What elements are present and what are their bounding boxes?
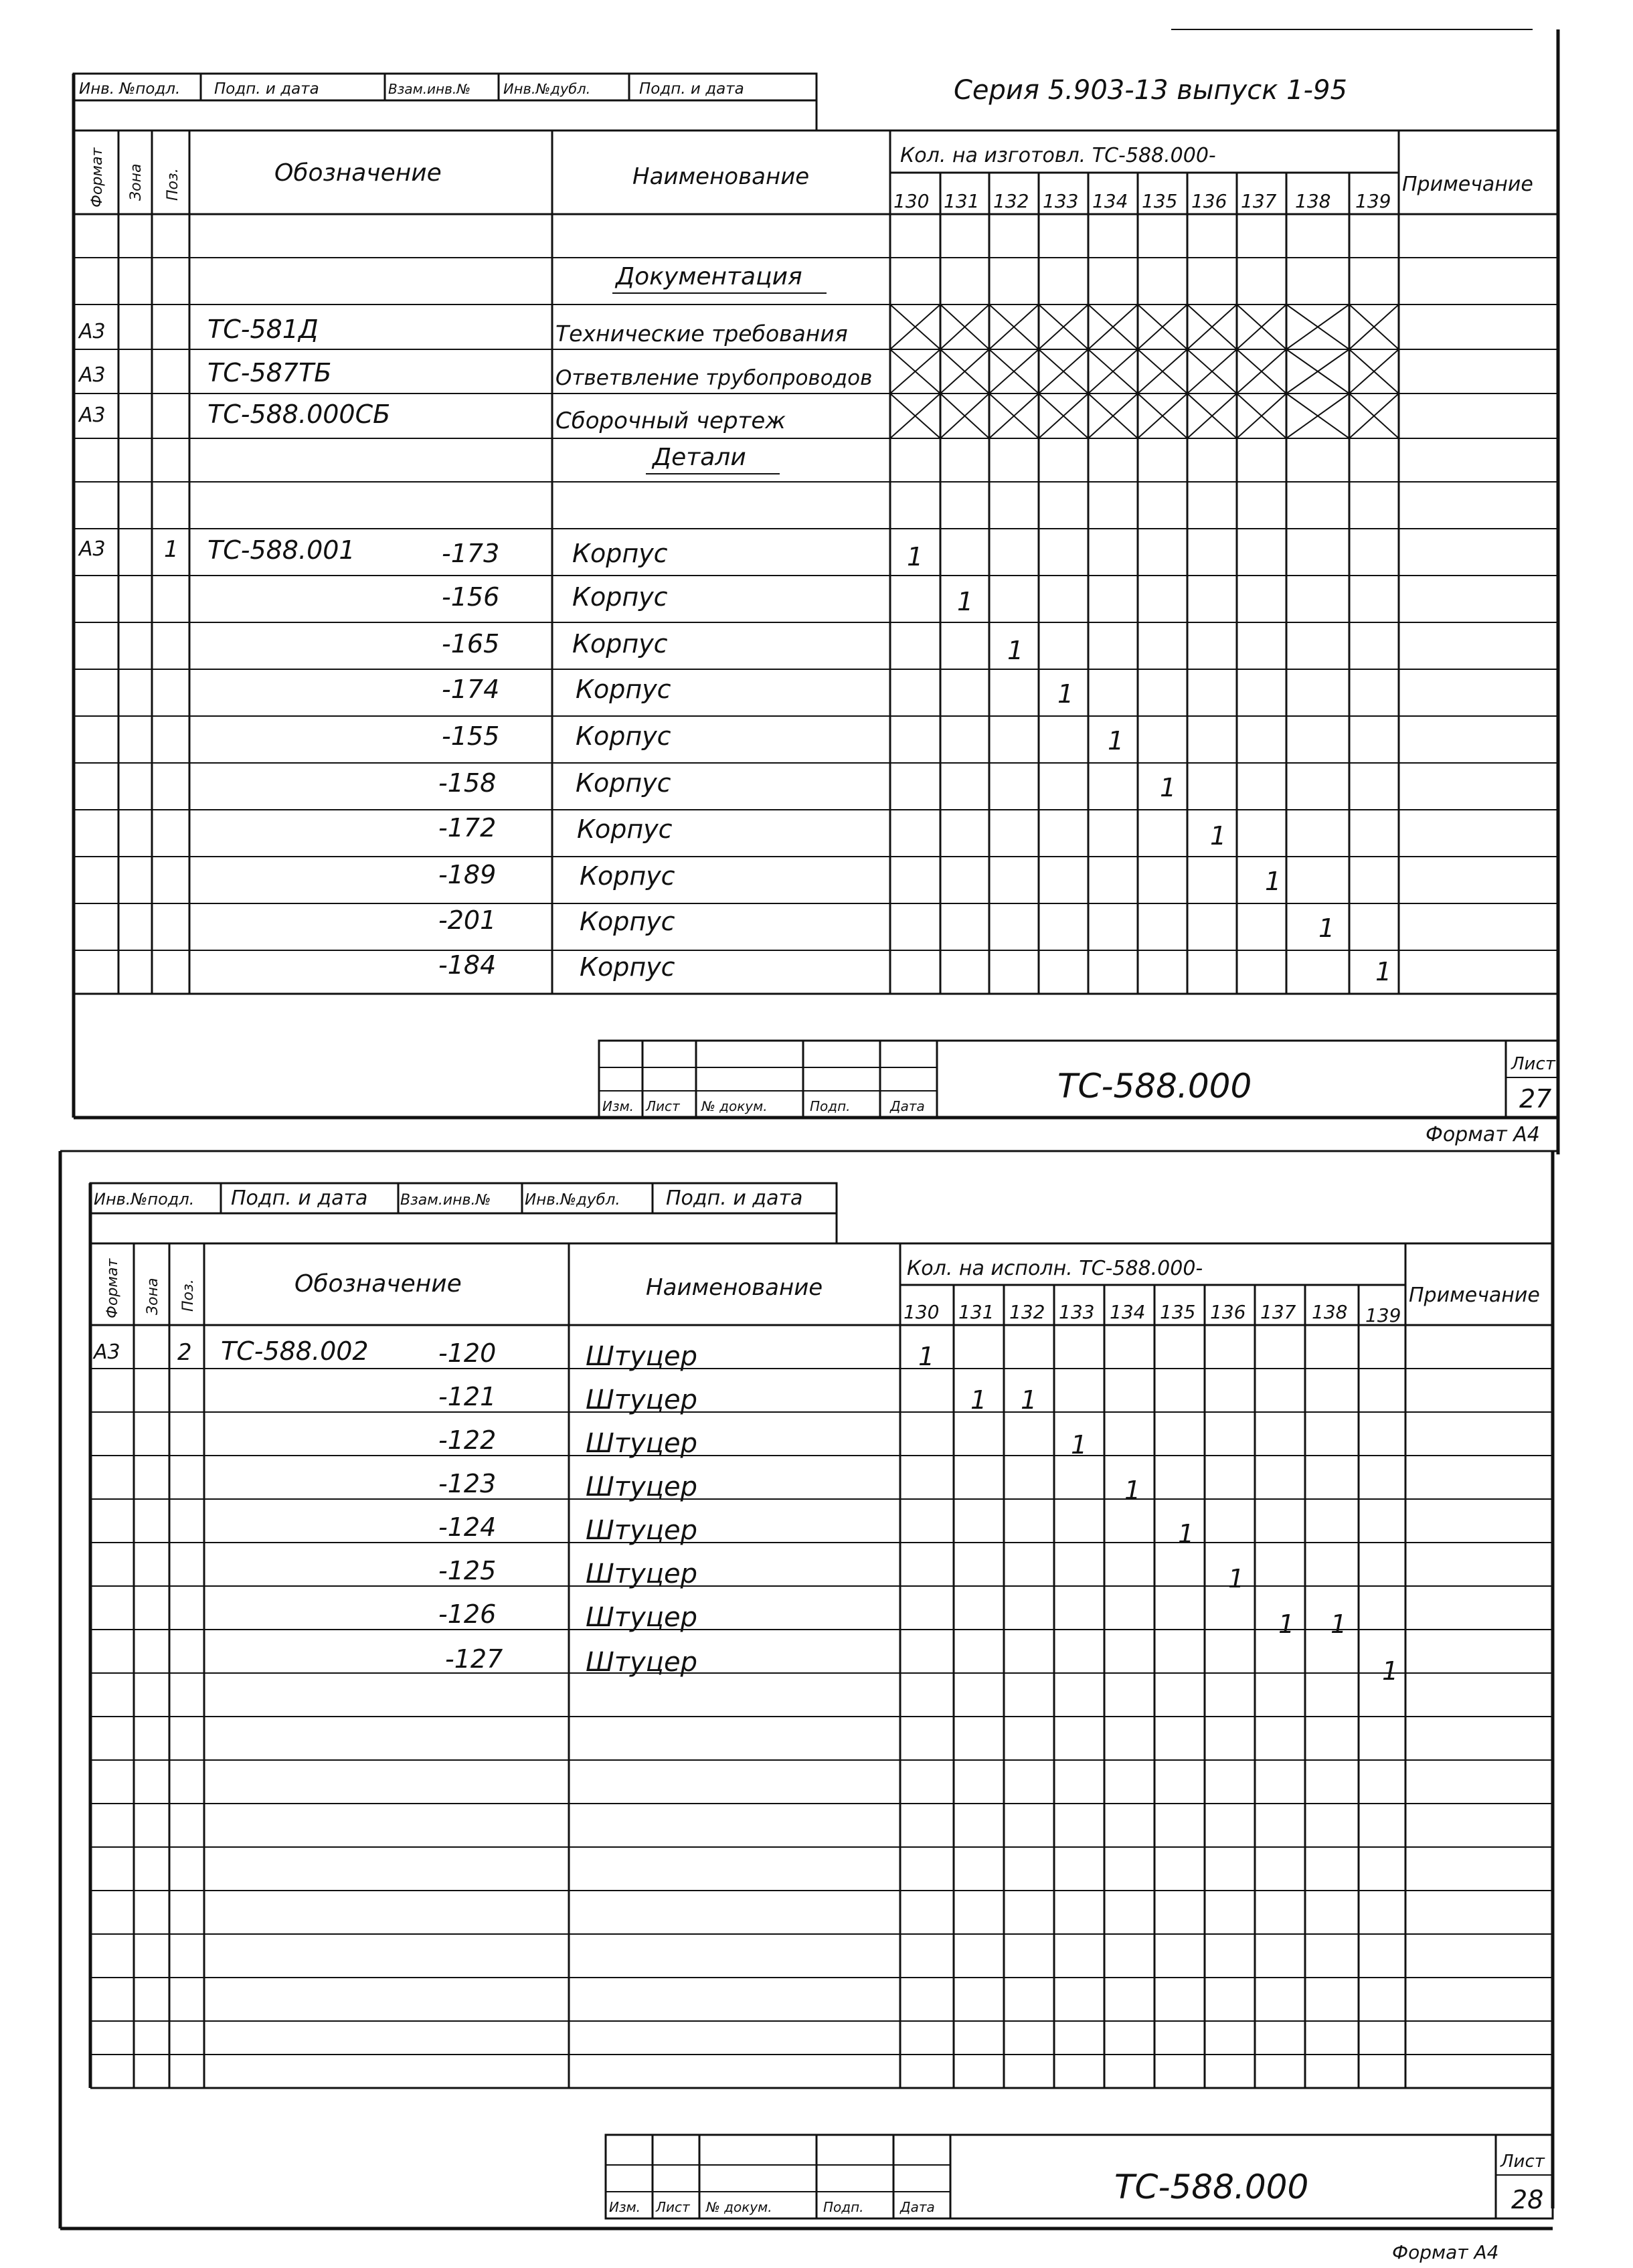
variant-header: 134	[1092, 190, 1128, 212]
section-documentation: Документация	[616, 263, 802, 290]
stamp-cell: Подп. и дата	[231, 1187, 368, 1210]
row-format: А3	[79, 320, 106, 343]
row-qty: 1	[1108, 726, 1124, 756]
series-title: Серия 5.903-13 выпуск 1-95	[954, 75, 1347, 106]
row-qty: 1	[1178, 1519, 1195, 1549]
row-name: Корпус	[572, 582, 668, 612]
row-name: Штуцер	[586, 1602, 697, 1633]
stamp-cell: Взам.инв.№	[388, 81, 471, 97]
variant-header: 130	[893, 190, 930, 212]
header-zone: Зона	[128, 163, 145, 201]
row-suffix: -122	[438, 1425, 497, 1455]
row-qty: 1	[907, 542, 924, 572]
tb-label: Лист	[656, 2199, 690, 2215]
section-details: Детали	[653, 444, 746, 471]
doc-number: ТС-588.000	[1057, 1067, 1252, 1106]
variant-header: 135	[1160, 1301, 1196, 1323]
row-qty: 1	[1330, 1609, 1347, 1639]
row-name: Сборочный чертеж	[555, 408, 786, 434]
row-name: Корпус	[576, 768, 671, 798]
sheet-label: Лист	[1500, 2152, 1545, 2172]
row-suffix: -124	[438, 1512, 497, 1542]
variant-header: 135	[1142, 190, 1178, 212]
tb-label: Изм.	[609, 2199, 641, 2215]
row-suffix: -165	[442, 629, 500, 659]
row-qty: 1	[1265, 867, 1282, 896]
row-qty: 1	[1007, 636, 1024, 665]
stamp-cell: Инв.№подл.	[94, 1190, 195, 1209]
row-designation: ТС-581Д	[207, 315, 319, 344]
row-name: Штуцер	[586, 1428, 697, 1459]
header-note: Примечание	[1402, 173, 1533, 196]
row-qty: 1	[1021, 1385, 1037, 1415]
header-designation: Обозначение	[294, 1270, 462, 1298]
row-qty: 1	[1057, 679, 1074, 709]
row-name: Штуцер	[586, 1515, 697, 1546]
stamp-cell: Инв.№дубл.	[503, 81, 591, 97]
header-qty-title: Кол. на изготовл. ТС-588.000-	[900, 144, 1216, 167]
row-name: Штуцер	[586, 1647, 697, 1678]
tb-label: Изм.	[602, 1098, 634, 1114]
row-qty: 1	[918, 1342, 935, 1371]
row-suffix: -158	[438, 768, 497, 798]
row-suffix: -156	[442, 582, 500, 612]
row-suffix: -172	[438, 813, 497, 843]
row-pos: 1	[164, 536, 179, 563]
row-name: Штуцер	[586, 1559, 697, 1589]
row-suffix: -189	[438, 860, 497, 889]
row-suffix: -184	[438, 950, 497, 980]
row-format: А3	[94, 1340, 120, 1364]
row-suffix: -126	[438, 1599, 497, 1629]
row-name: Штуцер	[586, 1385, 697, 1415]
header-name: Наименование	[632, 163, 810, 190]
row-qty: 1	[1278, 1609, 1295, 1639]
row-name: Ответвление трубопроводов	[555, 366, 873, 390]
variant-header: 134	[1110, 1301, 1146, 1323]
header-format: Формат	[89, 147, 106, 207]
row-name: Корпус	[580, 907, 675, 936]
stamp-cell: Взам.инв.№	[400, 1192, 491, 1209]
header-designation: Обозначение	[274, 159, 442, 187]
row-qty: 1	[1318, 913, 1335, 943]
header-pos: Поз.	[165, 168, 181, 201]
header-pos: Поз.	[180, 1279, 197, 1312]
row-qty: 1	[1071, 1430, 1088, 1460]
row-qty: 1	[1375, 957, 1392, 986]
stamp-cell: Инв. №подл.	[79, 80, 181, 98]
sheet-number: 27	[1519, 1084, 1552, 1114]
row-qty: 1	[970, 1385, 987, 1415]
variant-header: 138	[1295, 190, 1331, 212]
variant-header: 138	[1312, 1301, 1348, 1323]
variant-header: 131	[944, 190, 980, 212]
row-suffix: -173	[442, 539, 500, 568]
doc-number: ТС-588.000	[1114, 2168, 1309, 2206]
tb-label: Лист	[646, 1098, 680, 1114]
tb-label: Дата	[890, 1098, 925, 1114]
sheet-number: 28	[1511, 2185, 1544, 2214]
row-suffix: -121	[438, 1382, 497, 1411]
row-designation: ТС-588.001	[207, 535, 355, 565]
variant-header: 132	[1009, 1301, 1045, 1323]
header-format: Формат	[104, 1258, 121, 1318]
tb-label: № докум.	[706, 2199, 772, 2215]
header-note: Примечание	[1409, 1284, 1540, 1307]
row-name: Корпус	[577, 814, 673, 844]
stamp-cell: Подп. и дата	[666, 1187, 803, 1210]
tb-label: № докум.	[701, 1098, 768, 1114]
row-name: Корпус	[572, 539, 668, 568]
row-name: Корпус	[580, 861, 675, 891]
variant-header: 139	[1355, 190, 1391, 212]
header-name: Наименование	[646, 1274, 823, 1301]
row-suffix: -125	[438, 1556, 497, 1585]
row-name: Корпус	[576, 721, 671, 751]
format-label: Формат А4	[1392, 2241, 1499, 2263]
stamp-cell: Инв.№дубл.	[525, 1191, 620, 1209]
row-designation: ТС-588.002	[221, 1336, 369, 1366]
variant-header: 130	[904, 1301, 940, 1323]
row-format: А3	[79, 404, 106, 427]
row-name: Корпус	[576, 675, 671, 704]
variant-header: 131	[958, 1301, 995, 1323]
row-qty: 1	[1382, 1656, 1399, 1686]
row-format: А3	[79, 363, 106, 387]
variant-header: 139	[1365, 1304, 1401, 1326]
row-suffix: -201	[438, 905, 497, 935]
header-qty-title: Кол. на исполн. ТС-588.000-	[907, 1257, 1203, 1280]
row-name: Технические требования	[555, 321, 848, 347]
row-suffix: -120	[438, 1338, 497, 1368]
row-suffix: -127	[445, 1644, 503, 1674]
row-name: Корпус	[572, 629, 668, 659]
row-format: А3	[79, 537, 106, 561]
header-zone: Зона	[145, 1278, 161, 1315]
tb-label: Дата	[900, 2199, 935, 2215]
variant-header: 137	[1241, 190, 1277, 212]
row-qty: 1	[1210, 821, 1227, 851]
variant-header: 136	[1210, 1301, 1246, 1323]
row-suffix: -123	[438, 1469, 497, 1498]
row-qty: 1	[1124, 1476, 1141, 1505]
row-qty: 1	[957, 587, 974, 616]
row-name: Корпус	[580, 952, 675, 982]
variant-header: 136	[1191, 190, 1227, 212]
variant-header: 133	[1059, 1301, 1095, 1323]
stamp-cell: Подп. и дата	[639, 80, 744, 98]
row-name: Штуцер	[586, 1341, 697, 1372]
tb-label: Подп.	[810, 1098, 851, 1114]
variant-header: 137	[1260, 1301, 1296, 1323]
row-designation: ТС-587ТБ	[207, 358, 332, 387]
row-name: Штуцер	[586, 1472, 697, 1502]
format-label: Формат А4	[1426, 1123, 1540, 1146]
row-pos: 2	[177, 1339, 192, 1366]
variant-header: 132	[993, 190, 1029, 212]
row-designation: ТС-588.000СБ	[207, 400, 391, 429]
tb-label: Подп.	[823, 2199, 864, 2215]
row-suffix: -155	[442, 721, 500, 751]
sheet-label: Лист	[1511, 1054, 1555, 1074]
stamp-cell: Подп. и дата	[214, 80, 319, 98]
row-qty: 1	[1160, 773, 1177, 802]
row-suffix: -174	[442, 675, 500, 704]
variant-header: 133	[1043, 190, 1079, 212]
row-qty: 1	[1228, 1564, 1245, 1593]
